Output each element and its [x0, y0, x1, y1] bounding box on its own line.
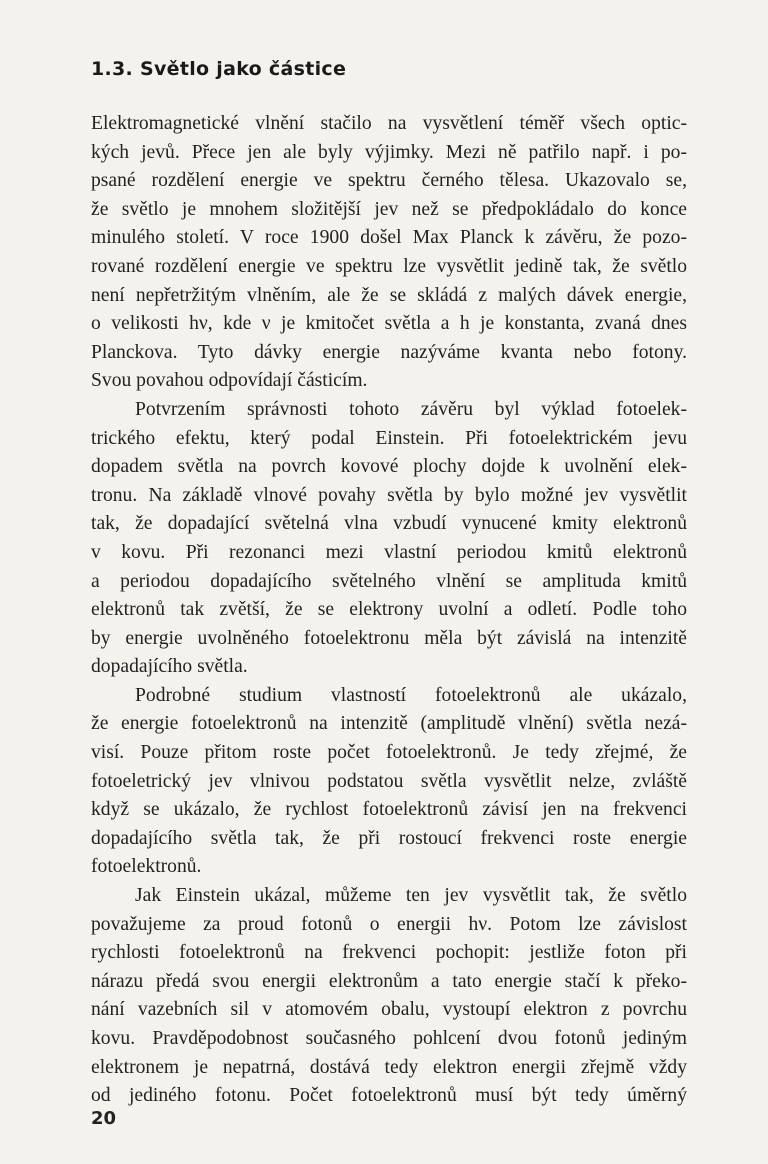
paragraph: [91, 396, 687, 682]
text-line: nání vazebních sil v atomovém obalu, vystoupí elektron z povrchu: [91, 999, 687, 1021]
text-line: tronu. Na základě vlnové povahy světla by bylo možné jev vysvětlit: [91, 484, 687, 506]
text-line: dopadem světla na povrch kovové plochy dojde k uvolnění elek-: [91, 456, 687, 478]
text-line: Potvrzením správnosti tohoto závěru byl výklad fotoelek-: [135, 398, 687, 420]
text-line: Jak Einstein ukázal, můžeme ten jev vysvětlit tak, že světlo: [135, 885, 687, 907]
text-line: nárazu předá svou energii elektronům a tato energie stačí k překo-: [91, 970, 687, 992]
body-text: [91, 110, 687, 1111]
text-line: elektronem je nepatrná, dostává tedy elektron energii zřejmě vždy: [91, 1056, 687, 1078]
text-line: trického efektu, který podal Einstein. Při fotoelektrickém jevu: [91, 427, 687, 449]
text-line: o velikosti hν, kde ν je kmitočet světla a h je konstanta, zvaná dnes: [91, 313, 687, 335]
text-line: není nepřetržitým vlněním, ale že se skládá z malých dávek energie,: [91, 284, 687, 306]
paragraph: [91, 882, 687, 1111]
text-line: když se ukázalo, že rychlost fotoelektronů závisí jen na frekvenci: [91, 799, 687, 821]
text-line: tak, že dopadající světelná vlna vzbudí vynucené kmity elektronů: [91, 513, 687, 535]
text-line: považujeme za proud fotonů o energii hν. Potom lze závislost: [91, 913, 687, 935]
text-line: v kovu. Při rezonanci mezi vlastní periodou kmitů elektronů: [91, 541, 687, 563]
text-line: visí. Pouze přitom roste počet fotoelektronů. Je tedy zřejmé, že: [91, 742, 687, 764]
paragraph: [91, 110, 687, 396]
text-line: Podrobné studium vlastností fotoelektronů ale ukázalo,: [135, 684, 687, 706]
text-line: kovu. Pravděpodobnost současného pohlcení dvou fotonů jediným: [91, 1028, 687, 1049]
text-line: dopadajícího světla tak, že při rostoucí frekvenci roste energie: [91, 827, 687, 849]
text-line: elektronů tak zvětší, že se elektrony uvolní a odletí. Podle toho: [91, 599, 687, 621]
text-line: fotoelektronů.: [91, 856, 202, 878]
text-line: minulého století. V roce 1900 došel Max Planck k závěru, že pozo-: [91, 227, 687, 249]
text-line: Planckova. Tyto dávky energie nazýváme kvanta nebo fotony.: [91, 341, 687, 363]
text-line: fotoeletrický jev vlnivou podstatou světla vysvětlit nelze, zvláště: [91, 770, 687, 792]
text-line: kých jevů. Přece jen ale byly výjimky. Mezi ně patřilo např. i po-: [91, 141, 687, 163]
text-line: od jediného fotonu. Počet fotoelektronů musí být tedy úměrný: [91, 1085, 687, 1107]
page-number: 20: [91, 1108, 117, 1129]
text-line: a periodou dopadajícího světelného vlnění se amplituda kmitů: [91, 570, 687, 592]
text-line: že světlo je mnohem složitější jev než se předpokládalo do konce: [91, 198, 687, 220]
text-line: rychlosti fotoelektronů na frekvenci pochopit: jestliže foton při: [91, 942, 687, 964]
text-line: rované rozdělení energie ve spektru lze vysvětlit jedině tak, že světlo: [91, 255, 687, 277]
text-line: dopadajícího světla.: [91, 656, 248, 678]
text-line: Svou povahou odpovídají částicím.: [91, 370, 368, 392]
text-line: Elektromagnetické vlnění stačilo na vysvětlení téměř všech optic-: [91, 113, 687, 134]
paragraph: [91, 682, 687, 882]
section-heading: 1.3. Světlo jako částice: [91, 58, 347, 80]
text-line: psané rozdělení energie ve spektru černého tělesa. Ukazovalo se,: [91, 170, 687, 192]
text-line: by energie uvolněného fotoelektronu měla být závislá na intenzitě: [91, 627, 687, 649]
text-line: že energie fotoelektronů na intenzitě (amplitudě vlnění) světla nezá-: [91, 713, 687, 735]
